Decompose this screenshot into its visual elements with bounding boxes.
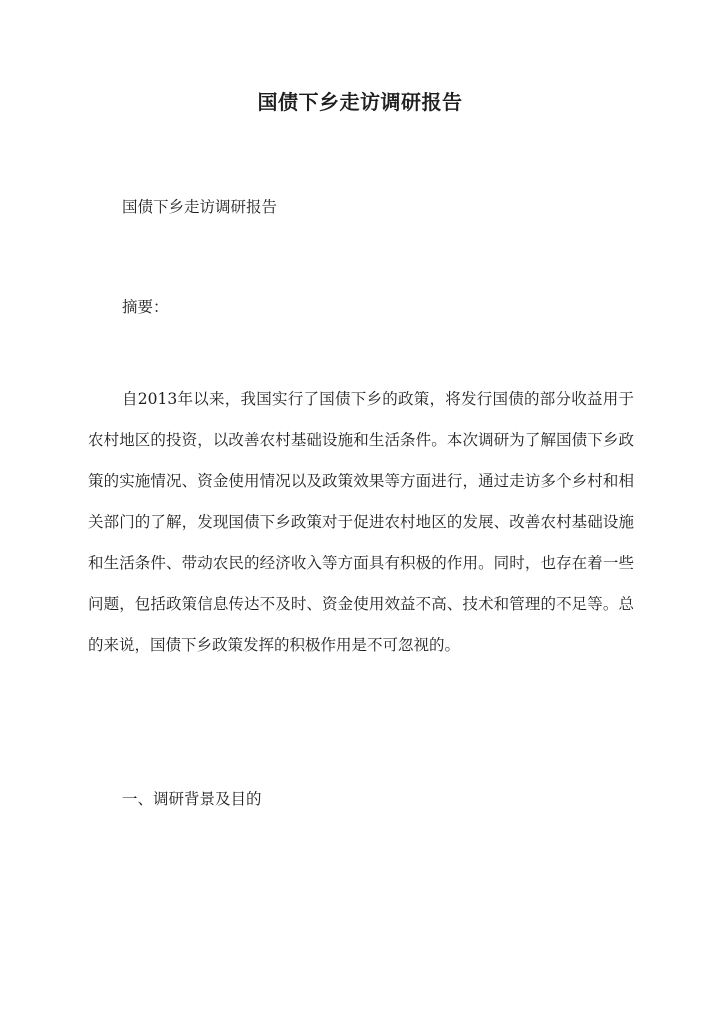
document-title: 国债下乡走访调研报告 — [257, 90, 463, 114]
abstract-label: 摘要： — [122, 298, 169, 316]
abstract-body: 自2013年以来，我国实行了国债下乡的政策，将发行国债的部分收益用于农村地区的投资，以改善农村基础设施和生活条件。本次调研为了解国债下乡政策的实施情况、资金使用情况以及政策效果等方面进行，通过走访多个乡村和相关部门的了解，发现国债下乡政策对于促进农村地区的发展、改善农村基础设施和生活条件、带动农民的经济收入等方面具有积极的作用。同时，也存在着一些问题，包括政策信息传达不及时、资金使用效益不高、技术和管理的不足等。总的来说，国债下乡政策发挥的积极作用是不可忽视的。 — [88, 390, 634, 654]
section-heading: 一、调研背景及目的 — [122, 790, 262, 808]
document-subtitle: 国债下乡走访调研报告 — [122, 198, 278, 216]
